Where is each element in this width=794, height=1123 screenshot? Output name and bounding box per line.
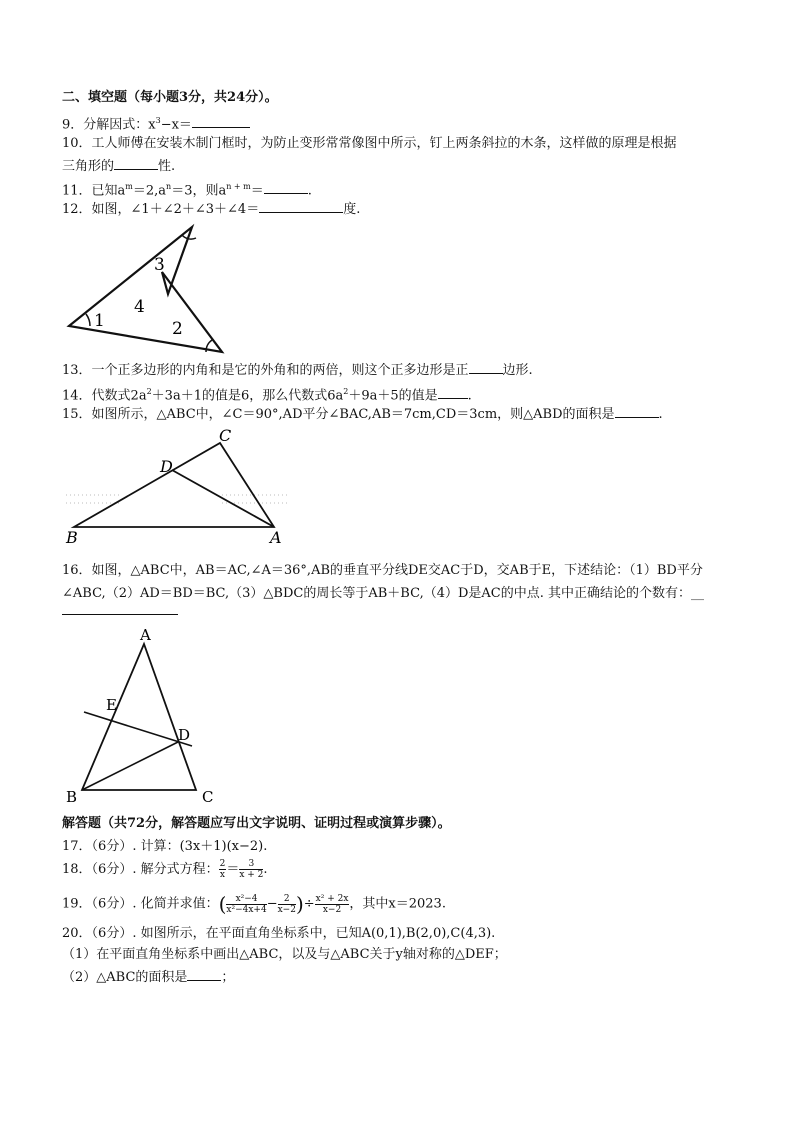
vertex-label: B (66, 788, 78, 806)
angle-label: 4 (134, 297, 145, 317)
q20-part2-end: ； (221, 970, 235, 985)
q13-text: 13．一个正多边形的内角和是它的外角和的两倍，则这个正多边形是正 (62, 363, 469, 378)
q11-text-c: ＝3，则a (171, 183, 227, 199)
q14-text-c: ＋9a＋5的值是 (348, 388, 438, 404)
answer-blank[interactable] (259, 200, 343, 213)
q10-text-b: 性. (158, 159, 176, 174)
vertex-label: D (160, 457, 173, 476)
question-13 (62, 361, 533, 380)
fraction-denominator: x + 2 (239, 870, 264, 880)
fraction-numerator: x² + 2x (315, 893, 349, 904)
fraction-denominator: x−2 (322, 904, 342, 915)
question-14 (62, 383, 472, 405)
vertex-label: B (66, 528, 78, 547)
question-19 (62, 889, 446, 920)
q20-part2-text: （2）△ABC的面积是 (62, 970, 188, 985)
q14-text-a: 14．代数式2a (62, 388, 147, 404)
fraction-numerator: 3 (239, 859, 263, 870)
fraction-numerator: 2 (278, 894, 296, 905)
q11-text-b: ＝2,a (132, 183, 167, 199)
question-11 (62, 178, 312, 200)
answer-blank[interactable] (469, 361, 503, 374)
fraction-denominator: x−2 (277, 904, 296, 915)
answer-blank[interactable] (62, 602, 178, 615)
question-20-part2 (62, 968, 234, 987)
q18-equals: ＝ (226, 862, 240, 877)
question-16-line2: ∠ABC,（2）AD＝BD＝BC,（3）△BDC的周长等于AB＋BC,（4）D是AC的中点. 其中正确结论的个数有：__ (62, 586, 704, 601)
angle-label: 1 (94, 311, 105, 331)
q15-text: 15．如图所示，△ABC中，∠C＝90°,AD平分∠BAC,AB＝7cm,CD＝3cm，则△ABD的面积是 (62, 407, 615, 422)
q19-suffix: ，其中x＝2023. (349, 896, 446, 912)
q18-prefix: 18．（6分）. 解分式方程： (62, 862, 219, 877)
vertex-label: C (202, 788, 214, 806)
answer-blank[interactable] (114, 157, 158, 170)
question-9 (62, 112, 250, 134)
q13-suffix: 边形. (502, 363, 533, 378)
fraction-denominator: x (219, 870, 225, 880)
question-17: 17．（6分）. 计算：(3x＋1)(x−2). (62, 839, 268, 854)
answer-blank[interactable] (192, 115, 250, 128)
question-20-part1: （1）在平面直角坐标系中画出△ABC，以及与△ABC关于y轴对称的△DEF； (62, 947, 507, 962)
q12-suffix: 度. (343, 202, 361, 217)
section-title-fill-blank: 二、填空题（每小题3分，共24分）。 (62, 90, 278, 105)
answer-blank[interactable] (615, 405, 659, 418)
q19-prefix: 19．（6分）. 化简并求值： (62, 896, 219, 912)
q10-text-a: 三角形的 (62, 159, 115, 174)
q9-prefix: 9．分解因式：x (62, 117, 156, 133)
q11-sup-n: n (166, 182, 172, 191)
fraction-numerator: x²−4 (226, 894, 266, 905)
q11-sup-mn: n + m (226, 182, 251, 191)
fraction-denominator: x²−4x+4 (226, 904, 267, 915)
answer-blank[interactable] (187, 968, 221, 981)
question-10-line2 (62, 157, 175, 176)
answer-blank[interactable] (264, 181, 308, 194)
q14-sup-b: 2 (343, 387, 349, 396)
angle-figure-q12 (62, 222, 232, 357)
vertex-label: D (178, 726, 191, 744)
vertex-label: A (270, 528, 282, 547)
question-16-line1: 16．如图，△ABC中，AB＝AC,∠A＝36°,AB的垂直平分线DE交AC于D，交AB于E，下述结论：（1）BD平分 (62, 563, 703, 578)
right-paren: ) (295, 892, 304, 916)
q9-rest: −x＝ (160, 117, 192, 133)
q15-suffix: . (658, 407, 663, 422)
triangle-figure-q15 (62, 425, 292, 550)
q11-sup-m: m (125, 182, 133, 191)
question-18 (62, 858, 268, 882)
division-sign: ÷ (303, 896, 315, 912)
q14-text-b: ＋3a＋1的值是6，那么代数式6a (151, 388, 344, 404)
q11-text-a: 11．已知a (62, 183, 126, 199)
q9-exponent: 3 (155, 116, 161, 125)
fraction (315, 894, 350, 915)
q11-text-e: . (307, 183, 312, 199)
q11-text-d: ＝ (250, 183, 264, 199)
answer-blank[interactable] (438, 386, 468, 399)
q14-sup-a: 2 (146, 387, 152, 396)
question-20-line1: 20．（6分）. 如图所示，在平面直角坐标系中，已知A(0,1),B(2,0),C(4,3). (62, 926, 496, 941)
left-paren: ( (218, 892, 227, 916)
q12-text: 12．如图，∠1＋∠2＋∠3＋∠4＝ (62, 202, 260, 217)
angle-label: 3 (154, 255, 165, 275)
fraction (226, 894, 266, 915)
vertex-label: C (219, 426, 232, 445)
angle-label: 2 (172, 319, 183, 339)
question-15 (62, 405, 663, 424)
vertex-label: A (140, 626, 151, 644)
q18-end: . (263, 862, 268, 877)
isosceles-triangle-figure-q16 (62, 622, 232, 807)
question-12 (62, 200, 360, 219)
minus-sign: − (266, 896, 278, 912)
fraction (239, 859, 263, 880)
section-title-solutions: 解答题（共72分，解答题应写出文字说明、证明过程或演算步骤）。 (62, 816, 451, 831)
q14-text-d: . (467, 388, 472, 404)
fraction-numerator: 2 (219, 859, 226, 869)
vertex-label: E (106, 696, 117, 714)
question-10-line1: 10．工人师傅在安装木制门框时，为防止变形常常像图中所示，钉上两条斜拉的木条，这样做的原理是根据 (62, 136, 677, 151)
fraction (278, 894, 296, 915)
